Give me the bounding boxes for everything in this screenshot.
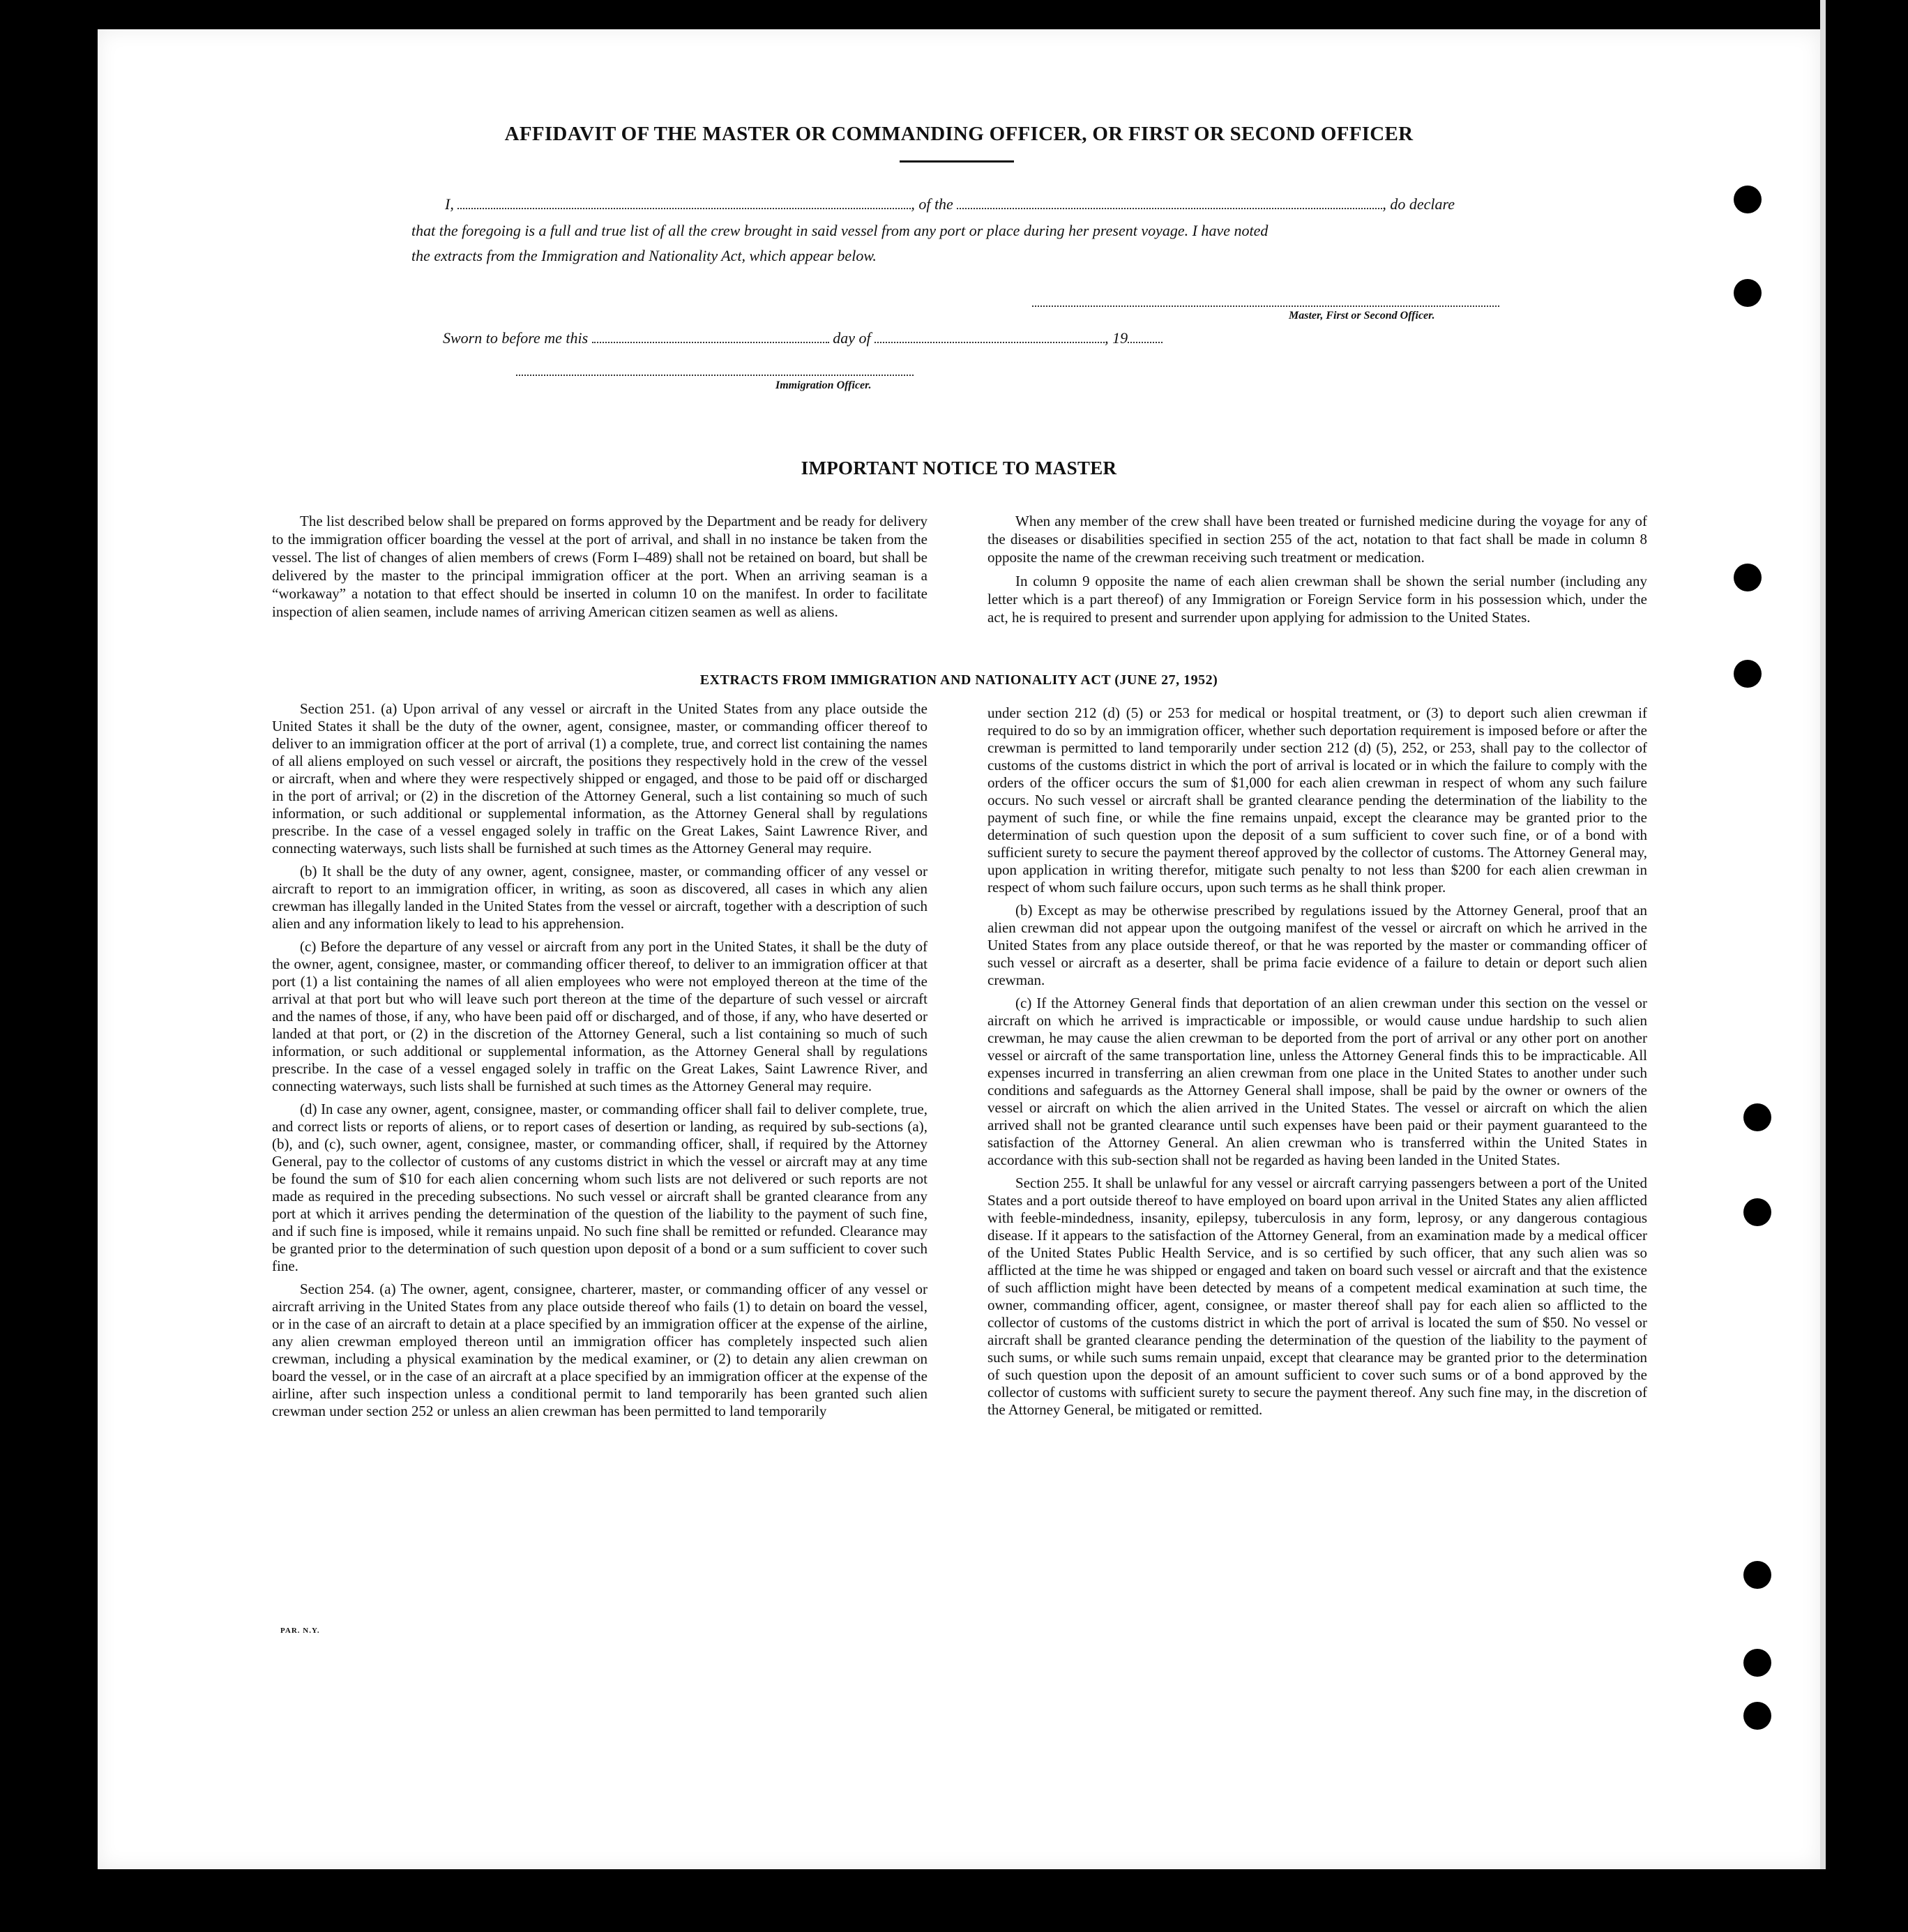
- year-prefix: , 19: [1105, 329, 1128, 347]
- punch-hole: [1734, 279, 1762, 307]
- extracts-title: EXTRACTS FROM IMMIGRATION AND NATIONALITY ACT (JUNE 27, 1952): [699, 672, 1218, 688]
- extract-right-paragraph: (b) Except as may be otherwise prescribed by regulations issued by the Attorney General, proof that an alien crewman did not appear upon the outgoing manifest of the vessel or aircraft on which he arrived in the United States from any place outside thereof, or that he was reported by the master or commanding officer of such vessel or aircraft as a deserter, shall be prima facie evidence of a failure to detain or deport such alien crewman.: [987, 902, 1647, 988]
- extract-left-paragraph: (d) In case any owner, agent, consignee, master, or commanding officer shall fail to deliver complete, true, and correct lists or reports of aliens, or to report cases of desertion or landing, as required by sub-sections (a), (b), and (c), such owner, agent, consignee, master, or commanding officer, shall, if required by the Attorney General, pay to the collector of customs of any customs district in which the vessel or aircraft may at any time be found the sum of $10 for each alien concerning whom such lists are not delivered or such reports are not made as required in the preceding subsections. No such vessel or aircraft shall be granted clearance from any port at which it arrives pending the determination of the question of the liability to the payment of such fine, and if such fine is imposed, while it remains unpaid. No such fine shall be remitted or refunded. Clearance may be granted prior to the determination of such question upon deposit of a bond or a sum sufficient to cover such fine.: [272, 1101, 927, 1274]
- punch-hole: [1743, 1649, 1771, 1677]
- affidavit-i: I,: [445, 195, 454, 213]
- punch-hole: [1734, 660, 1762, 688]
- printer-mark: PAR. N.Y.: [280, 1627, 320, 1635]
- affidavit-line-2: that the foregoing is a full and true list of all the crew brought in said vessel from any port or place during her present voyage. I have noted: [411, 222, 1269, 239]
- sworn-line: [443, 329, 1163, 347]
- page-edge: [1820, 0, 1826, 1869]
- name-blank[interactable]: [457, 195, 911, 209]
- extract-left-paragraph: (b) It shall be the duty of any owner, agent, consignee, master, or commanding officer of any vessel or aircraft to report to an immigration officer, in writing, as soon as discovered, all cases in which any alien crewman has illegally landed in the United States from the vessel or aircraft, together with a description of such alien and any information likely to lead to his apprehension.: [272, 863, 927, 932]
- affidavit-declare: , do declare: [1382, 195, 1455, 213]
- extract-left-paragraph: Section 254. (a) The owner, agent, consignee, charterer, master, or commanding officer of any vessel or aircraft arriving in the United States from any place outside thereof who fails (1) to detain on board the vessel, or in the case of an aircraft to detain at a place specified by an immigration officer at the expense of the airline, any alien crewman employed thereon until an immigration officer has completely inspected such alien crewman, including a physical examination by the medical examiner, or (2) to detain any alien crewman on board the vessel, or in the case of an aircraft at a place specified by an immigration officer at the expense of the airline, after such inspection unless a conditional permit to land temporarily has been granted such alien crewman under section 252 or unless an alien crewman has been permitted to land temporarily: [272, 1281, 927, 1419]
- extract-right-paragraph: (c) If the Attorney General finds that deportation of an alien crewman under this section on the vessel or aircraft on which he arrived is impracticable or impossible, or would cause undue hardship to such alien crewman, he may cause the alien crewman to be deported from the port of arrival or any other port on another vessel or aircraft of the same transportation line, unless the Attorney General finds this to be impracticable. All expenses incurred in transferring an alien crewman from one place in the United States to another under such conditions and safeguards as the Attorney General shall impose, shall be paid by the owner or owners of the vessel or aircraft on which the alien arrived in the United States. The vessel or aircraft on which the alien arrived shall not be granted clearance until such expenses have been paid or their payment guaranteed to the satisfaction of the Attorney General. An alien crewman who is transferred within the United States in accordance with this sub-section shall not be regarded as having been landed in the United States.: [987, 995, 1647, 1168]
- master-caption: Master, First or Second Officer.: [1289, 310, 1435, 322]
- notice-right-column: [987, 512, 1647, 626]
- notice-right-paragraph-1: When any member of the crew shall have been treated or furnished medicine during the voyage for any of the diseases or disabilities specified in section 255 of the act, notation to that fact shall be made in column 8 opposite the name of the crewman receiving such treatment or medication.: [987, 513, 1647, 566]
- day-blank[interactable]: [592, 329, 829, 343]
- extracts-left-column: [272, 700, 927, 1420]
- extracts-right-column: [987, 704, 1647, 1419]
- officer-signature-line[interactable]: [516, 374, 914, 376]
- day-of-text: day of: [833, 329, 871, 347]
- punch-hole: [1743, 1561, 1771, 1589]
- vessel-blank[interactable]: [957, 195, 1382, 209]
- officer-caption: Immigration Officer.: [775, 379, 872, 391]
- notice-left-column: [272, 512, 927, 621]
- punch-hole: [1743, 1702, 1771, 1730]
- master-signature-line[interactable]: [1032, 305, 1499, 307]
- sworn-text: Sworn to before me this: [443, 329, 589, 347]
- affidavit-title: AFFIDAVIT OF THE MASTER OR COMMANDING OFFICER, OR FIRST OR SECOND OFFICER: [504, 123, 1414, 145]
- punch-hole: [1734, 564, 1762, 591]
- extract-right-paragraph: under section 212 (d) (5) or 253 for medical or hospital treatment, or (3) to deport such alien crewman if required to do so by an immigration officer, whether such deportation requirement is imposed before or after the crewman is permitted to land temporarily under section 212 (d) (5), 252, or 253, shall pay to the collector of customs of the customs district in which the port of arrival is located or in which the failure to comply with the orders of the officer occurs the sum of $1,000 for each alien crewman in respect of whom any such failure occurs. No such vessel or aircraft shall be granted clearance pending the determination of the liability to the payment of such fine, or while the fine remains unpaid, except the clearance may be granted prior to the determination of such question upon the deposit of a sum sufficient to cover such fine, or of a bond with sufficient surety to secure the payment thereof approved by the collector of customs. The Attorney General may, upon application in writing therefor, mitigate such penalty to not less than $200 for each alien crewman in respect of whom such failure occurs, upon such terms as he shall think proper.: [987, 704, 1647, 896]
- affidavit-line-1: [445, 195, 1455, 213]
- title-underline: [900, 160, 1014, 163]
- notice-left-paragraph: The list described below shall be prepared on forms approved by the Department and be ready for delivery to the immigration officer boarding the vessel at the port of arrival, and shall in no instance be taken from the vessel. The list of changes of alien members of crews (Form I–489) shall not be retained on board, but shall be delivered by the master to the principal immigration officer at the port. When an arriving seaman is a “workaway” a notation to that effect should be inserted in column 10 on the manifest. In order to facilitate inspection of alien seamen, include names of arriving American citizen seamen as well as aliens.: [272, 513, 927, 620]
- document-page: [98, 29, 1820, 1869]
- affidavit-line-3: the extracts from the Immigration and Nationality Act, which appear below.: [411, 247, 877, 264]
- punch-hole: [1734, 186, 1762, 213]
- extract-right-paragraph: Section 255. It shall be unlawful for any vessel or aircraft carrying passengers between a port of the United States and a port outside thereof to have employed on board upon arrival in the United States any alien afflicted with feeble-mindedness, insanity, epilepsy, tuberculosis in any form, leprosy, or any dangerous contagious disease. If it appears to the satisfaction of the Attorney General, from an examination made by a medical officer of the United States Public Health Service, and is so certified by such officer, that any such alien was so afflicted at the time he was shipped or engaged and taken on board such vessel or aircraft and that the existence of such affliction might have been detected by means of a competent medical examination at such time, the owner, commanding officer, agent, consignee, or master thereof shall pay for each alien so afflicted to the collector of customs of the customs district in which the port of arrival is located the sum of $50. No vessel or aircraft shall be granted clearance pending the determination of the question of the liability to the payment of such sums, or while such sums remain unpaid, except that clearance may be granted prior to the determination of such question upon the deposit of an amount sufficient to cover such sums or of a bond approved by the collector of customs with sufficient surety to secure the payment thereof. Any such fine may, in the discretion of the Attorney General, be mitigated or remitted.: [987, 1175, 1647, 1418]
- extract-left-paragraph: (c) Before the departure of any vessel or aircraft from any port in the United States, it shall be the duty of the owner, agent, consignee, master, or commanding officer thereof, to deliver to an immigration officer at that port (1) a list containing the names of all alien employees who were not employed thereon at the time of the arrival at that port but who will leave such port thereon at the time of the departure of such vessel or aircraft and the names of those, if any, who have been paid off or discharged, and of those, if any, who have deserted or landed at that port, or (2) in the discretion of the Attorney General, such a list containing so much of such information, or such additional or supplemental information, as the Attorney General shall by regulations prescribe. In the case of a vessel engaged solely in traffic on the Great Lakes, Saint Lawrence River, and connecting waterways, such lists shall be furnished at such times as the Attorney General may require.: [272, 938, 927, 1094]
- notice-title: IMPORTANT NOTICE TO MASTER: [801, 458, 1117, 478]
- extract-left-paragraph: Section 251. (a) Upon arrival of any vessel or aircraft in the United States from any place outside the United States it shall be the duty of the owner, agent, consignee, master, or commanding officer thereof to deliver to an immigration officer at the port of arrival (1) a complete, true, and correct list containing the names of all aliens employed on such vessel or aircraft, the positions they respectively hold in the crew of the vessel or aircraft, when and where they were respectively shipped or engaged, and those to be paid off or discharged in the port of arrival; or (2) in the discretion of the Attorney General, such a list containing so much of such information, or such additional or supplemental information, as the Attorney General shall by regulations prescribe. In the case of a vessel engaged solely in traffic on the Great Lakes, Saint Lawrence River, and connecting waterways, such lists shall be furnished at such times as the Attorney General may require.: [272, 700, 927, 856]
- notice-right-paragraph-2: In column 9 opposite the name of each alien crewman shall be shown the serial number (including any letter which is a part thereof) of any Immigration or Foreign Service form in his possession which, under the act, he is required to present and surrender upon applying for admission to the United States.: [987, 573, 1647, 626]
- punch-hole: [1743, 1198, 1771, 1226]
- year-blank[interactable]: [1128, 329, 1163, 343]
- month-blank[interactable]: [874, 329, 1105, 343]
- affidavit-of-the: , of the: [911, 195, 953, 213]
- punch-hole: [1743, 1103, 1771, 1131]
